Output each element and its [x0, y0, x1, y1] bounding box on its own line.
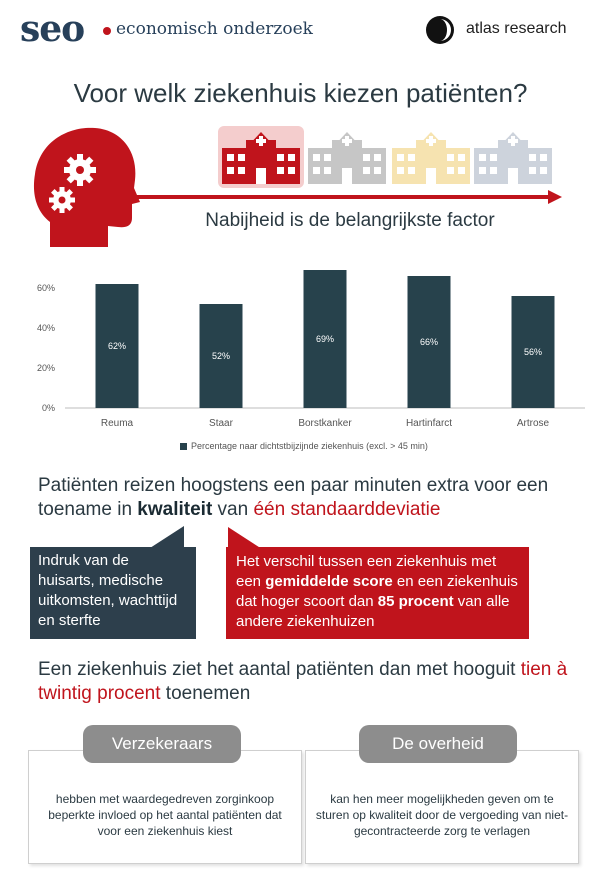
- callout-sd-text-1: Het verschil tussen een ziekenhuis met een: [236, 553, 497, 590]
- bar-chart: [30, 268, 590, 468]
- x-tick-label: Hartinfarct: [405, 418, 453, 429]
- tab-government: De overheid: [359, 725, 517, 763]
- bar-value-label: 66%: [419, 337, 439, 347]
- page-title: Voor welk ziekenhuis kiezen patiënten?: [73, 78, 528, 108]
- hospital-building-icon-blue: [468, 126, 558, 188]
- y-tick-label: 40%: [36, 323, 55, 333]
- x-tick-label: Staar: [209, 418, 233, 429]
- quality-highlight: één standaarddeviatie: [253, 499, 441, 520]
- panel-insurers: [28, 750, 302, 864]
- patient-increase-statement: [38, 658, 578, 706]
- callout-quality-measures-text: Indruk van de huisarts, medische uitkomsten, wachttijd en sterfte: [38, 552, 178, 629]
- panel-insurers-text: hebben met waardegedreven zorginkoop beperkte invloed op het aantal patiënten dat voor een ziekenhuis kiest: [48, 792, 282, 838]
- quality-statement: [38, 474, 568, 522]
- y-tick-label: 20%: [36, 363, 55, 373]
- panel-government-text: kan hen meer mogelijkheden geven om te sturen op kwaliteit door de vergoeding van niet-gecontracteerde zorg te verlagen: [315, 792, 569, 838]
- chart-legend: [180, 441, 428, 451]
- seo-logo-dot: [103, 27, 111, 35]
- bar-value-label: 52%: [211, 351, 231, 361]
- hospital-building-icon-yellow: [386, 126, 476, 188]
- subtitle: Nabijheid is de belangrijkste factor: [205, 210, 495, 231]
- hospital-building-icon-grey: [302, 126, 392, 188]
- callout-sd-bold-2: 85 procent: [377, 593, 454, 610]
- callout-sd-text-3: van alle andere ziekenhuizen: [236, 593, 510, 630]
- callout-sd-text-2: en een ziekenhuis dat hoger scoort dan: [236, 573, 518, 610]
- quality-statement-mid: van: [212, 499, 254, 520]
- legend-swatch: [180, 443, 187, 450]
- patient-increase-text: Een ziekenhuis ziet het aantal patiënten dan met hooguit: [38, 659, 521, 680]
- seo-logo: seo: [20, 8, 85, 50]
- tab-insurers: Verzekeraars: [83, 725, 241, 763]
- x-tick-label: Reuma: [100, 418, 134, 429]
- callout-standard-deviation: [226, 547, 529, 639]
- bar-value-label: 56%: [523, 347, 543, 357]
- arrow-line: [134, 195, 552, 199]
- callout-pointer-red: [228, 527, 262, 549]
- hospital-building-icon-red: [216, 126, 306, 188]
- head-with-gears-icon: [30, 122, 140, 262]
- y-tick-label: 0%: [41, 403, 55, 413]
- y-tick-label: 60%: [36, 283, 55, 293]
- arrow-head-icon: [548, 190, 562, 204]
- quality-keyword: kwaliteit: [137, 499, 213, 520]
- patient-increase-text-end: toenemen: [160, 683, 251, 704]
- bar-value-label: 62%: [107, 341, 127, 351]
- quality-statement-text: Patiënten reizen hoogstens een paar minuten extra voor een toename in: [38, 475, 549, 520]
- bar-value-label: 69%: [315, 334, 335, 344]
- patient-increase-highlight: tien à twintig procent: [38, 659, 568, 704]
- callout-pointer-dark: [150, 526, 184, 548]
- atlas-logo-text: atlas research: [466, 20, 567, 37]
- x-tick-label: Borstkanker: [298, 418, 352, 429]
- seo-logo-subtitle: economisch onderzoek: [116, 19, 313, 39]
- callout-sd-bold-1: gemiddelde score: [265, 573, 393, 590]
- panel-government: [305, 750, 579, 864]
- legend-label: Percentage naar dichtstbijzijnde ziekenhuis (excl. > 45 min): [191, 441, 428, 451]
- x-tick-label: Artrose: [516, 418, 550, 429]
- callout-quality-measures: [30, 547, 196, 639]
- atlas-logo-icon: [425, 15, 455, 45]
